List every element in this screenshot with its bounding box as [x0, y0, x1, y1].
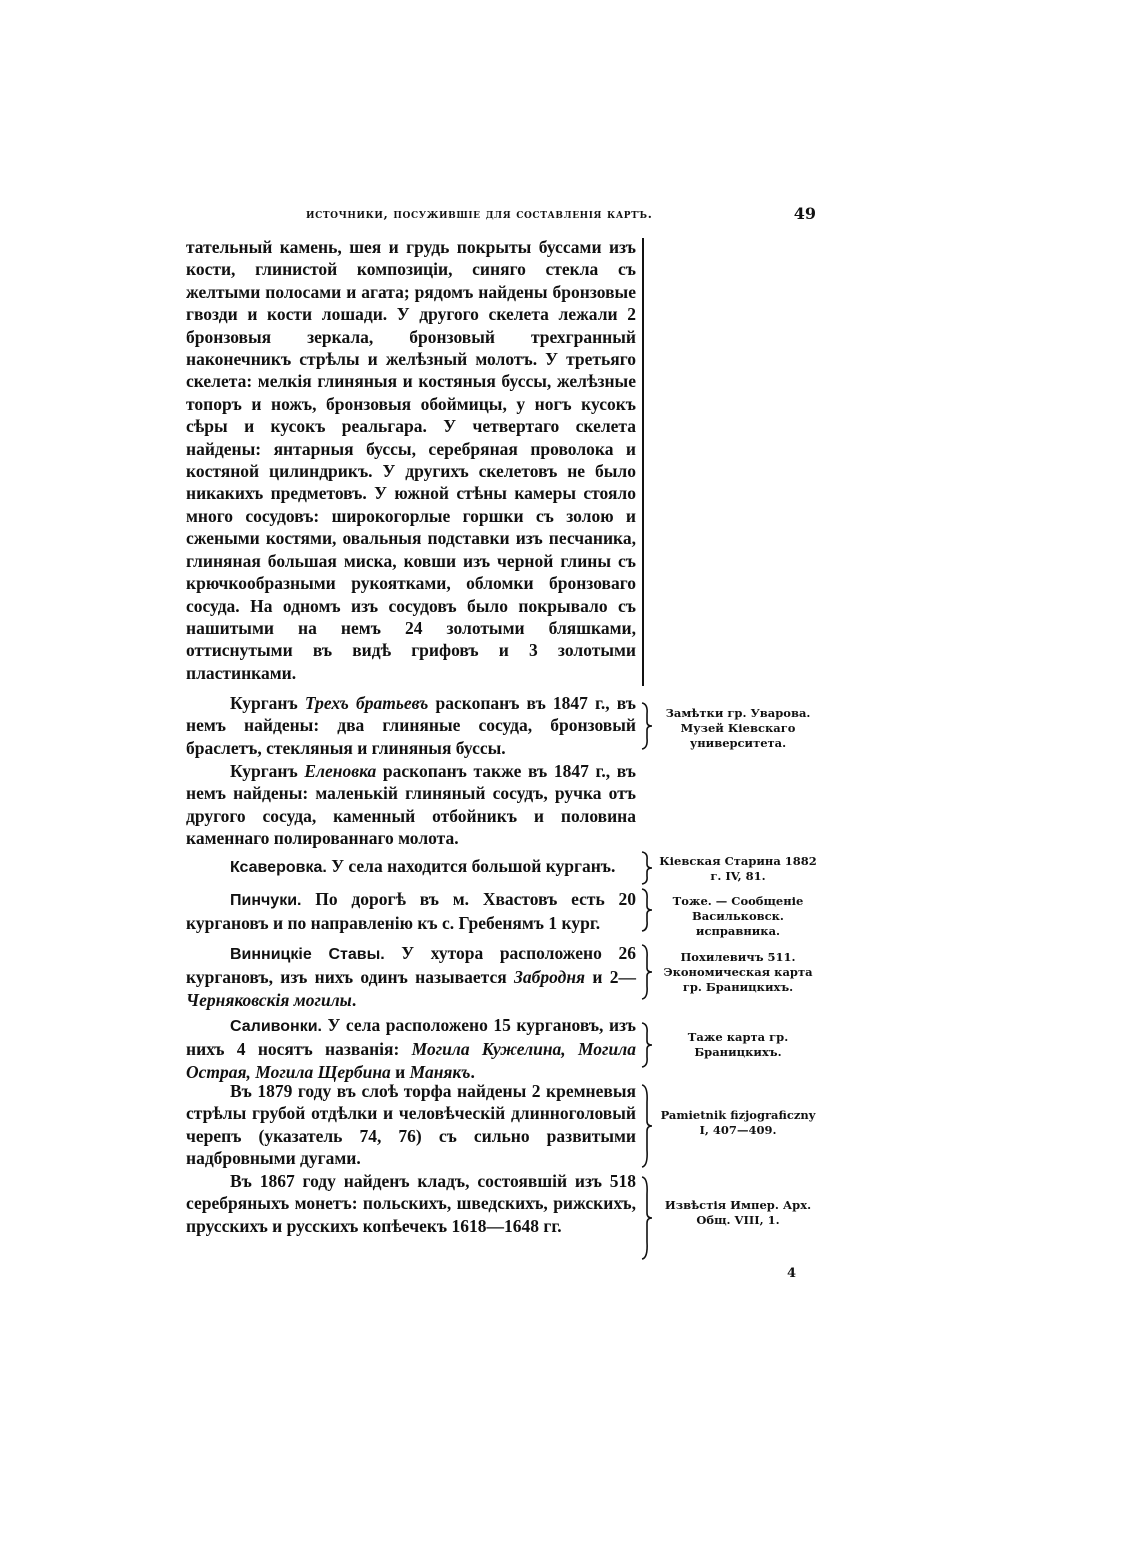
p4-rest: У села находится большой курганъ.: [326, 856, 616, 876]
paragraph-2: [186, 692, 636, 759]
p6-italic-2: Черняковскія могилы: [186, 989, 352, 1010]
note-1: Замѣтки гр. Уварова. Музей Кіевскаго университета.: [665, 706, 811, 750]
brace-icon: [640, 702, 654, 750]
p3-start: Курганъ: [230, 761, 305, 781]
note-7: Извѣстія Импер. Арх. Общ. VIII, 1.: [664, 1198, 812, 1227]
signature-mark: 4: [787, 1266, 797, 1281]
paragraph-9: [186, 1170, 636, 1237]
p9-text: Въ 1867 году найденъ кладъ, состоявшій изъ 518 серебряныхъ монетъ: польскихъ, шведскихъ, рижскихъ, прусскихъ и русскихъ копѣечекъ 1618—1648 гг.: [186, 1171, 636, 1236]
p6-italic-1: Забродня: [513, 967, 586, 988]
p2-rest: раскопанъ въ 1847 г., въ немъ найдены: два глиняные сосуда, бронзовый браслетъ, стекляныя и глиняныя буссы.: [186, 693, 636, 758]
note-2: Кіевская Старина 1882 г. IV, 81.: [659, 854, 817, 883]
p8-text: Въ 1879 году въ слоѣ торфа найдены 2 кремневыя стрѣлы грубой отдѣлки и человѣческій длинноголовый черепъ (указатель 74, 76) съ сильно развитыми надбровными дугами.: [186, 1081, 636, 1169]
p5-rest: По дорогѣ въ м. Хвастовъ есть 20 кургановъ и по направленію къ с. Гребенямъ 1 кург.: [186, 889, 636, 934]
paragraph-4: [186, 855, 636, 879]
paragraph-5: [186, 888, 636, 935]
p4-label: Ксаверовка.: [230, 859, 327, 876]
paragraph-6: [186, 942, 636, 1011]
brace-icon: [640, 851, 654, 885]
p2-start: Курганъ: [230, 693, 305, 713]
paragraph-1: [186, 236, 636, 684]
p6-end: .: [351, 989, 357, 1010]
p7-italic-2: Манякъ: [409, 1061, 471, 1082]
p3-italic: Еленовка: [304, 761, 377, 781]
paragraph-1-text: тательный камень, шея и грудь покрыты буссами изъ кости, глинистой композиціи, синяго стекла съ желтыми полосами и агата; рядомъ найдены бронзовые гвозди и кости лошади. У другого скелета лежали 2 бронзовыя зеркала, бронзовый трехгранный наконечникъ стрѣлы и желѣзный молотъ. У третьяго скелета: мелкія глиняныя и костяныя буссы, желѣзные топоръ и ножъ, бронзовыя обоймицы, у ногъ кусокъ сѣры и кусокъ реальгара. У четвертаго скелета найдены: янтарныя буссы, серебряная проволока и костяной цилиндрикъ. У другихъ скелетовъ не было никакихъ предметовъ. У южной стѣны камеры стояло много сосудовъ: широкогорлые горшки съ золою и сжеными костями, овальныя подставки изъ песчаника, глиняная большая миска, ковши изъ черной глины съ крючкообразными рукоятками, обломки бронзоваго сосуда. На одномъ изъ сосудовъ было покрывало съ нашитыми на немъ 24 золотыми бляшками, оттиснутыми въ видѣ грифовъ и 3 золотыми пластинками.: [186, 237, 636, 683]
p7-italic-1: Могила Кужелина, Могила Острая, Могила Щербина: [186, 1039, 636, 1082]
brace-icon: [640, 1084, 654, 1168]
p7-end: .: [470, 1061, 475, 1082]
brace-icon: [640, 944, 654, 1000]
page-number: 49: [793, 204, 816, 223]
p6-mid: и 2—: [585, 967, 636, 988]
paragraph-3: [186, 760, 636, 850]
brace-icon: [640, 1022, 654, 1068]
p7-mid: и: [390, 1061, 410, 1082]
p7-label: Саливонки.: [230, 1018, 322, 1035]
paragraph-7: [186, 1014, 636, 1083]
paragraph-8: [186, 1080, 636, 1170]
p6-label: Винницкіе Ставы.: [230, 946, 385, 963]
vertical-rule: [642, 238, 644, 686]
note-5: Таже карта гр. Браницкихъ.: [687, 1030, 789, 1059]
note-6: Pamietnik fizjograficzny I, 407—409.: [660, 1108, 816, 1137]
brace-icon: [640, 888, 654, 932]
p5-label: Пинчуки.: [230, 892, 302, 909]
note-3: Тоже. — Сообщеніе Васильковск. исправника.: [672, 894, 804, 938]
p3-rest: раскопанъ также въ 1847 г., въ немъ найдены: маленькій глиняный сосудъ, ручка отъ другого сосуда, каменный отбойникъ и половина каменнаго полированнаго молота.: [186, 761, 637, 849]
p2-italic: Трехъ братьевъ: [304, 693, 429, 713]
p6-rest: У хутора расположено 26 кургановъ, изъ нихъ одинъ называется: [186, 943, 636, 988]
header-title: источники, посужившіе для составленія картъ.: [306, 206, 653, 221]
running-header: [306, 204, 816, 226]
p7-rest: У села расположено 15 кургановъ, изъ нихъ 4 носятъ названія:: [186, 1015, 636, 1060]
note-4: Похилевичъ 511. Экономическая карта гр. Браницкихъ.: [663, 950, 813, 994]
brace-icon: [640, 1176, 654, 1260]
